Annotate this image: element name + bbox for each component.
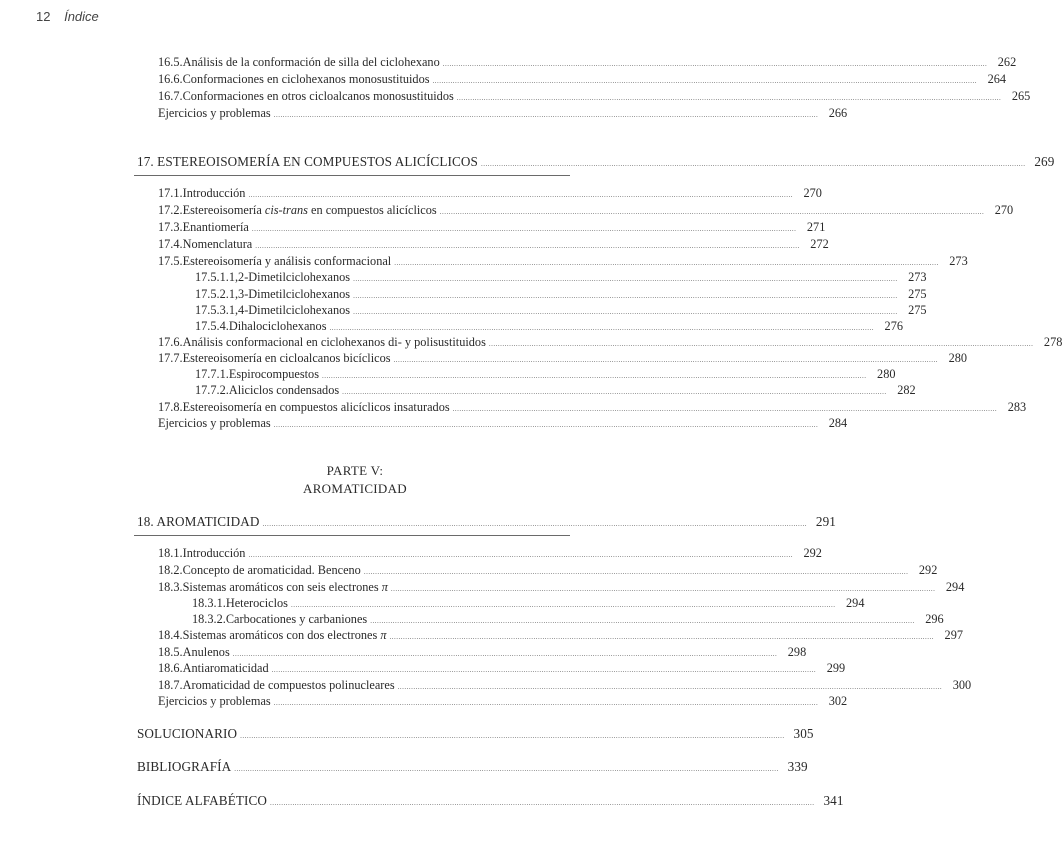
entry-page: 265 [1011, 89, 1031, 103]
entry-title: Ejercicios y problemas [158, 416, 271, 430]
dot-leader [353, 272, 898, 287]
entry-title: Nomenclatura [182, 237, 253, 251]
entry-page: 302 [828, 694, 848, 708]
entry-page: 300 [952, 678, 972, 692]
dot-leader [240, 729, 785, 744]
dot-leader [394, 256, 939, 271]
dot-leader [440, 205, 985, 220]
entry-page: 276 [884, 319, 903, 333]
entry-number: 17.5.3. [195, 303, 229, 317]
toc-entry [158, 694, 848, 711]
entry-page: 275 [908, 303, 927, 317]
backmatter-page: 339 [787, 759, 808, 774]
dot-leader [291, 598, 836, 613]
entry-page: 292 [918, 563, 938, 577]
toc-entry [158, 416, 848, 433]
dot-leader [364, 565, 909, 580]
toc-entry [158, 351, 968, 368]
entry-title: Sistemas aromáticos con dos electrones π [182, 628, 387, 642]
entry-page: 296 [925, 612, 944, 626]
divider [134, 535, 570, 536]
backmatter-page: 341 [823, 793, 844, 808]
entry-title: Heterociclos [225, 596, 288, 610]
entry-title: Enantiomería [182, 220, 249, 234]
entry-number: 18.4. [158, 628, 183, 642]
backmatter-title: BIBLIOGRAFÍA [137, 759, 232, 774]
entry-number: 17.7.1. [195, 367, 229, 381]
dot-leader [248, 548, 793, 563]
entry-number: 17.2. [158, 203, 183, 217]
entry-page: 280 [948, 351, 968, 365]
dot-leader [248, 188, 793, 203]
entry-page: 292 [803, 546, 822, 560]
entry-title: Estereoisomería y análisis conformacional [182, 254, 392, 268]
entry-number: 18.2. [158, 563, 183, 577]
entry-page: 284 [828, 416, 848, 430]
page-number: 12 [36, 9, 51, 24]
dot-leader [342, 385, 887, 400]
pi-symbol: π [381, 580, 388, 594]
entry-page: 266 [828, 106, 848, 120]
chapter-page: 291 [815, 514, 836, 529]
entry-number: 17.5.1. [195, 270, 229, 284]
entry-title: Sistemas aromáticos con seis electrones π [182, 580, 388, 594]
entry-number: 18.1. [158, 546, 183, 560]
entry-title: Estereoisomería en compuestos alicíclicos insaturados [182, 400, 450, 414]
backmatter-title: SOLUCIONARIO [137, 726, 238, 741]
toc-entry [158, 72, 1007, 89]
dot-leader [353, 289, 898, 304]
entry-page: 271 [806, 220, 826, 234]
dot-leader [481, 157, 1026, 172]
backmatter-bibliografia [137, 759, 808, 777]
toc-entry [158, 89, 1031, 106]
toc-entry [158, 546, 822, 563]
chapter-heading [137, 514, 836, 532]
entry-title-italic: cis-trans [264, 203, 308, 217]
entry-number: 16.5. [158, 55, 183, 69]
chapter-heading [137, 154, 1055, 172]
entry-page: 294 [846, 596, 865, 610]
part-title: AROMATICIDAD [303, 481, 407, 496]
toc-entry [158, 563, 938, 580]
pi-symbol: π [380, 628, 387, 642]
running-title: Índice [64, 9, 99, 24]
toc-entry [195, 383, 916, 400]
dot-leader [330, 321, 875, 336]
entry-title: Análisis conformacional en ciclohexanos di- y polisustituidos [182, 335, 486, 349]
entry-number: 17.3. [158, 220, 183, 234]
toc-entry [158, 580, 965, 597]
chapter-page: 269 [1034, 154, 1055, 169]
entry-title: Anulenos [182, 645, 230, 659]
dot-leader [274, 696, 819, 711]
entry-number: 17.6. [158, 335, 183, 349]
dot-leader [234, 762, 779, 777]
entry-page: 273 [908, 270, 927, 284]
entry-title: Conformaciones en ciclohexanos monosustituidos [182, 72, 430, 86]
entry-title: Dihalociclohexanos [228, 319, 327, 333]
entry-number: 18.3.1. [192, 596, 226, 610]
toc-entry [158, 237, 829, 254]
entry-page: 272 [810, 237, 829, 251]
toc-entry [158, 106, 848, 123]
entry-page: 262 [997, 55, 1017, 69]
entry-title: Concepto de aromaticidad. Benceno [182, 563, 361, 577]
dot-leader [233, 647, 778, 662]
entry-title: Espirocompuestos [228, 367, 319, 381]
entry-title: Aromaticidad de compuestos polinucleares [182, 678, 395, 692]
entry-page: 275 [908, 287, 927, 301]
backmatter-title: ÍNDICE ALFABÉTICO [137, 793, 268, 808]
entry-page: 280 [877, 367, 896, 381]
entry-page: 299 [826, 661, 846, 675]
entry-page: 270 [803, 186, 822, 200]
dot-leader [443, 57, 988, 72]
entry-title: Carbocationes y carbaniones [225, 612, 368, 626]
entry-title: Estereoisomería cis-trans en compuestos alicíclicos [182, 203, 437, 217]
toc-entry [158, 400, 1027, 417]
dot-leader [322, 369, 867, 384]
entry-title: Análisis de la conformación de silla del ciclohexano [182, 55, 440, 69]
toc-entry [195, 270, 927, 287]
dot-leader [370, 614, 915, 629]
dot-leader [272, 663, 817, 678]
entry-number: 17.5.4. [195, 319, 229, 333]
entry-page: 298 [787, 645, 807, 659]
entry-number: 17.5. [158, 254, 183, 268]
toc-entry [158, 186, 822, 203]
entry-number: 18.6. [158, 661, 183, 675]
entry-page: 278 [1043, 335, 1062, 349]
toc-entry [158, 678, 972, 695]
entry-number: 17.7. [158, 351, 183, 365]
backmatter-solucionario [137, 726, 814, 744]
entry-page: 297 [944, 628, 963, 642]
dot-leader [391, 582, 936, 597]
dot-leader [390, 630, 935, 645]
entry-number: 17.5.2. [195, 287, 229, 301]
entry-number: 17.7.2. [195, 383, 229, 397]
dot-leader [252, 222, 797, 237]
entry-number: 17.4. [158, 237, 183, 251]
toc-entry [158, 220, 826, 237]
entry-number: 17.8. [158, 400, 183, 414]
dot-leader [489, 337, 1034, 352]
dot-leader [263, 517, 808, 532]
entry-title: Ejercicios y problemas [158, 106, 271, 120]
entry-number: 16.7. [158, 89, 183, 103]
running-head [36, 9, 99, 24]
entry-number: 18.7. [158, 678, 183, 692]
toc-entry [158, 203, 1014, 220]
toc-entry [158, 55, 1017, 72]
toc-entry [158, 661, 846, 678]
dot-leader [270, 796, 815, 811]
entry-page: 283 [1007, 400, 1027, 414]
backmatter-indice [137, 793, 844, 811]
dot-leader [274, 108, 819, 123]
entry-title: Introducción [182, 186, 246, 200]
dot-leader [394, 353, 939, 368]
chapter-title: 18. AROMATICIDAD [137, 514, 260, 529]
dot-leader [274, 418, 819, 433]
entry-number: 18.3.2. [192, 612, 226, 626]
entry-title: Ejercicios y problemas [158, 694, 271, 708]
entry-title: Aliciclos condensados [228, 383, 340, 397]
toc-entry [158, 254, 968, 271]
toc-entry [158, 645, 807, 662]
entry-page: 270 [994, 203, 1014, 217]
chapter-title: 17. ESTEREOISOMERÍA EN COMPUESTOS ALICÍCLICOS [137, 154, 478, 169]
entry-page: 264 [987, 72, 1007, 86]
dot-leader [453, 402, 998, 417]
entry-title: 1,2-Dimetilciclohexanos [228, 270, 351, 284]
toc-entry [158, 335, 1062, 352]
entry-page: 282 [897, 383, 916, 397]
entry-number: 18.3. [158, 580, 183, 594]
dot-leader [433, 74, 978, 89]
toc-entry [195, 319, 903, 336]
dot-leader [398, 680, 943, 695]
toc-entry [158, 628, 963, 645]
toc-entry [192, 596, 865, 613]
entry-title: Conformaciones en otros cicloalcanos monosustituidos [182, 89, 454, 103]
backmatter-page: 305 [793, 726, 814, 741]
entry-page: 273 [949, 254, 968, 268]
dot-leader [457, 91, 1002, 106]
dot-leader [353, 305, 898, 320]
toc-entry [195, 303, 927, 320]
dot-leader [255, 239, 800, 254]
part-label: PARTE V: [326, 463, 384, 478]
toc-entry [195, 287, 927, 304]
entry-title: Estereoisomería en cicloalcanos bicíclicos [182, 351, 391, 365]
entry-title: 1,3-Dimetilciclohexanos [228, 287, 351, 301]
toc-entry [192, 612, 944, 629]
divider [134, 175, 570, 176]
entry-number: 18.5. [158, 645, 183, 659]
entry-page: 294 [945, 580, 965, 594]
entry-title: 1,4-Dimetilciclohexanos [228, 303, 351, 317]
entry-title: Antiaromaticidad [182, 661, 269, 675]
toc-entry [195, 367, 896, 384]
entry-title: Introducción [182, 546, 246, 560]
entry-number: 17.1. [158, 186, 183, 200]
entry-number: 16.6. [158, 72, 183, 86]
